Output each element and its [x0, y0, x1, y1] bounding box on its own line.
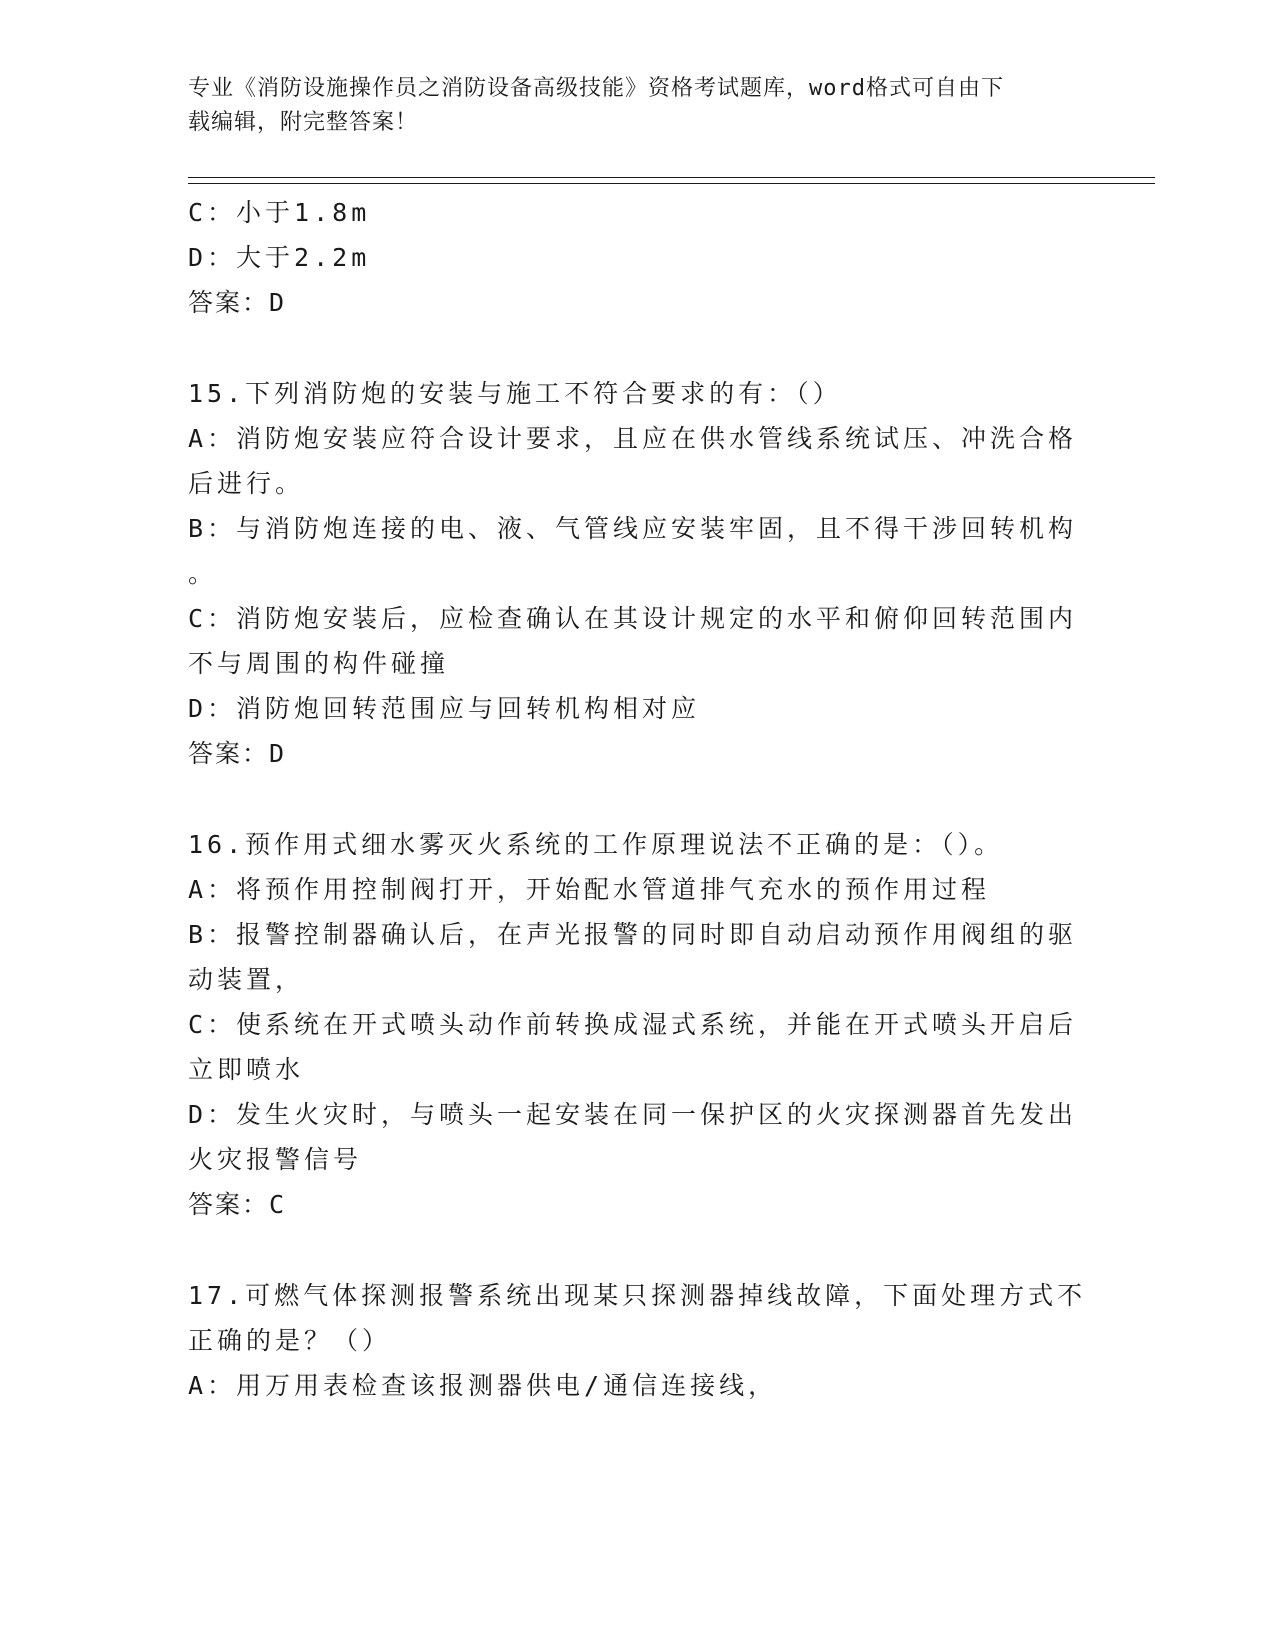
option-c-cont: 立即喷水: [188, 1055, 305, 1084]
header-divider-bottom: [188, 183, 1155, 184]
header-line-1: 专业《消防设施操作员之消防设备高级技能》资格考试题库，word格式可自由下: [188, 76, 1004, 101]
option-b: B：与消防炮连接的电、液、气管线应安装牢固，且不得干涉回转机构: [188, 514, 1078, 543]
option-c: C：小于1.8m: [188, 198, 371, 227]
option-d: D：大于2.2m: [188, 243, 371, 272]
option-d: D：发生火灾时，与喷头一起安装在同一保护区的火灾探测器首先发出: [188, 1100, 1078, 1129]
answer: 答案：D: [188, 739, 287, 768]
header-line-2: 载编辑，附完整答案！: [188, 110, 419, 135]
question-text: 15.下列消防炮的安装与施工不符合要求的有：（）: [188, 379, 842, 408]
option-c-cont: 不与周围的构件碰撞: [188, 649, 450, 678]
question-16: [188, 822, 1088, 1227]
document-header: [188, 72, 1068, 140]
question-text: 17.可燃气体探测报警系统出现某只探测器掉线故障，下面处理方式不: [188, 1281, 1087, 1310]
question-17: [188, 1273, 1088, 1408]
answer: 答案：C: [188, 1190, 287, 1219]
option-c: C：消防炮安装后，应检查确认在其设计规定的水平和俯仰回转范围内: [188, 604, 1078, 633]
option-b-cont: 。: [188, 559, 218, 588]
question-text: 16.预作用式细水雾灭火系统的工作原理说法不正确的是：（）。: [188, 830, 1004, 859]
option-a: A：将预作用控制阀打开，开始配水管道排气充水的预作用过程: [188, 875, 991, 904]
option-a: A：用万用表检查该报测器供电/通信连接线，: [188, 1371, 778, 1400]
option-d-cont: 火灾报警信号: [188, 1145, 363, 1174]
question-content: [188, 190, 1088, 1408]
option-d: D：消防炮回转范围应与回转机构相对应: [188, 694, 701, 723]
option-a-cont: 后进行。: [188, 469, 305, 498]
question-15: [188, 371, 1088, 776]
header-divider-top: [188, 177, 1155, 178]
question-text-cont: 正确的是？（）: [188, 1326, 392, 1355]
option-c: C：使系统在开式喷头动作前转换成湿式系统，并能在开式喷头开启后: [188, 1010, 1078, 1039]
option-b: B：报警控制器确认后，在声光报警的同时即自动启动预作用阀组的驱: [188, 920, 1078, 949]
previous-question-tail: [188, 190, 1088, 325]
option-b-cont: 动装置，: [188, 965, 305, 994]
answer: 答案：D: [188, 288, 287, 317]
option-a: A：消防炮安装应符合设计要求，且应在供水管线系统试压、冲洗合格: [188, 424, 1078, 453]
